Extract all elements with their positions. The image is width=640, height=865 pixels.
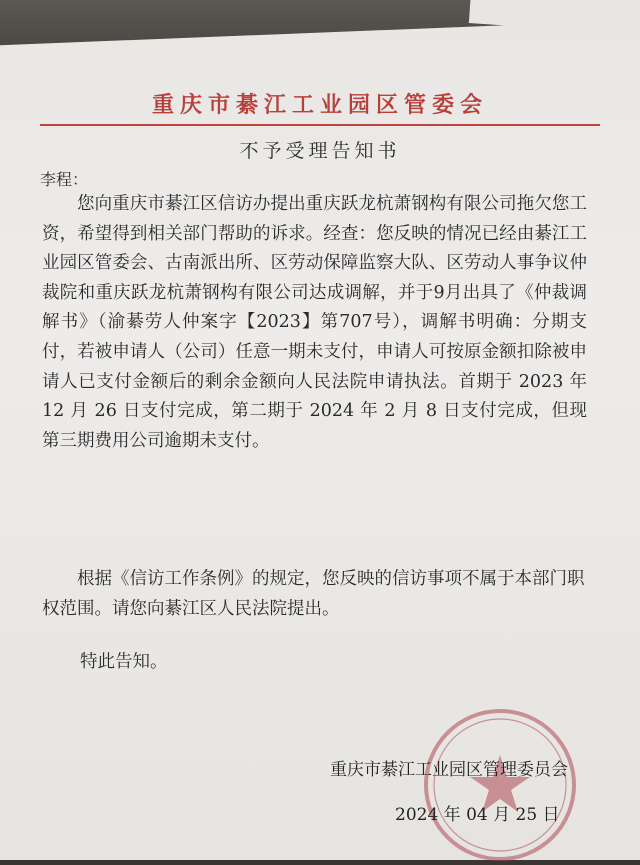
header-divider — [40, 124, 600, 126]
salutation: 李程： — [40, 170, 89, 189]
signature-organization: 重庆市綦江工业园区管理委员会 — [330, 760, 568, 780]
closing-text: 特此告知。 — [80, 652, 168, 672]
paragraph-1: 您向重庆市綦江区信访办提出重庆跃龙杭萧钢构有限公司拖欠您工资，希望得到相关部门帮助的诉求。经查：您反映的情况已经由綦江工业园区管委会、古南派出所、区劳动保障监察大队、区劳动人事争议仲裁院和重庆跃龙杭萧钢构有限公司达成调解，并于9月出具了《仲裁调解书》（渝綦劳人仲案字【2023】第707号），调解书明确：分期支付，若被申请人（公司）任意一期未支付，申请人可按原金额扣除被申请人已支付金额后的剩余金额向人民法院申请执法。首期于 2023 年 12 月 26 日支付完成，第二期于 2024 年 2 月 8 日支付完成，但现第三期费用公司逾期未支付。 — [42, 194, 587, 451]
document-title: 不予受理告知书 — [239, 140, 401, 162]
official-seal-icon — [420, 705, 580, 865]
paragraph-2: 根据《信访工作条例》的规定，您反映的信访事项不属于本部门职权范围。请您向綦江区人民法院提出。 — [42, 569, 585, 619]
org-header: 重庆市綦江工业园区管委会 — [151, 92, 488, 118]
signature-date: 2024 年 04 月 25 日 — [395, 805, 560, 825]
